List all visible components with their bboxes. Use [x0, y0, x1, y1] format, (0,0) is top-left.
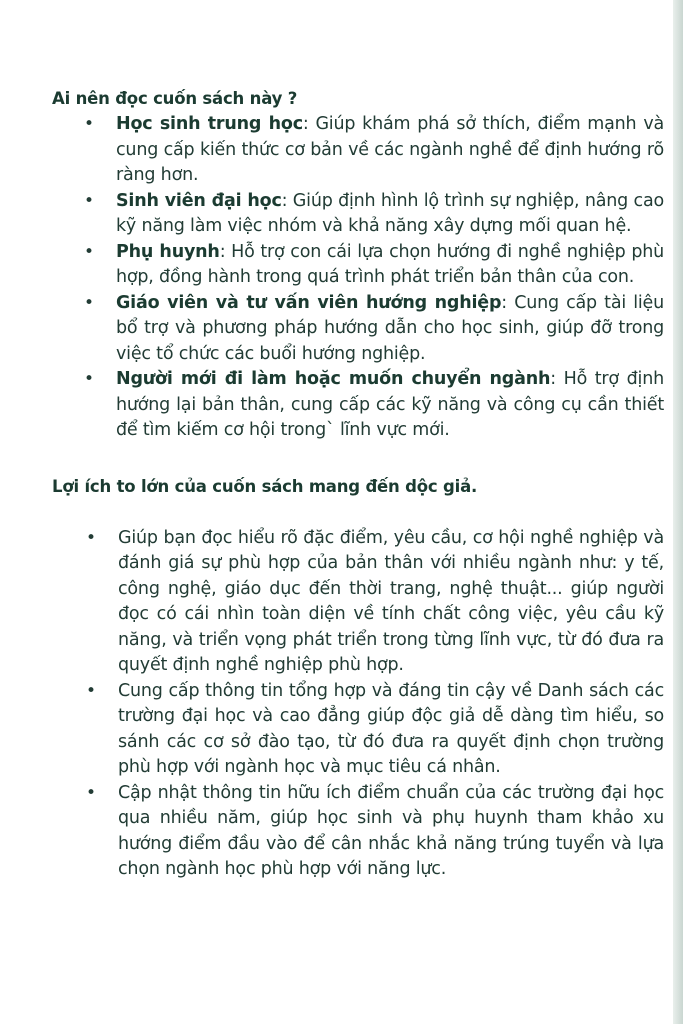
list-item-text: : Giúp khám phá sở thích, điểm mạnh và cung cấp kiến thức cơ bản về các ngành nghề để định hướng rõ ràng hơn.	[116, 114, 664, 185]
list-item	[52, 112, 664, 189]
list-item	[52, 526, 664, 679]
list-item-text: : Giúp định hình lộ trình sự nghiệp, nâng cao kỹ năng làm việc nhóm và khả năng xây dựng mối quan hệ.	[116, 190, 664, 236]
bullet-icon: •	[86, 782, 96, 803]
list-item-term: Giáo viên và tư vấn viên hướng nghiệp	[116, 292, 502, 313]
bullet-icon: •	[86, 527, 96, 548]
bullet-icon: •	[84, 292, 94, 313]
list-item	[52, 291, 664, 368]
audience-list	[52, 112, 664, 444]
list-item-term: Sinh viên đại học	[116, 190, 282, 211]
bullet-icon: •	[84, 241, 94, 262]
book-page	[52, 86, 664, 883]
bullet-icon: •	[84, 114, 94, 134]
list-item-text: : Hỗ trợ con cái lựa chọn hướng đi nghề nghiệp phù hợp, đồng hành trong quá trình phát triển bản thân của con.	[116, 241, 665, 287]
section-title-who-should-read: Ai nên đọc cuốn sách này ?	[52, 89, 298, 108]
list-item	[52, 240, 664, 291]
list-item	[52, 189, 664, 240]
list-item-term: Người mới đi làm hoặc muốn chuyển ngành	[116, 369, 551, 389]
benefits-list	[52, 526, 664, 883]
list-item	[52, 367, 664, 444]
bullet-icon: •	[84, 190, 94, 211]
bullet-icon: •	[86, 680, 96, 701]
list-item-term: Phụ huynh	[116, 241, 220, 262]
page-edge-shadow	[673, 0, 683, 1024]
list-item-text: : Cung cấp tài liệu bổ trợ và phương pháp hướng dẫn cho học sinh, giúp đỡ trong việc tổ chức các buổi hướng nghiệp.	[116, 292, 665, 364]
list-item-text: : Hỗ trợ định hướng lại bản thân, cung cấp các kỹ năng và công cụ cần thiết để tìm kiếm cơ hội trong` lĩnh vực mới.	[116, 369, 664, 440]
list-item-text: Cập nhật thông tin hữu ích điểm chuẩn của các trường đại học qua nhiều năm, giúp học sinh và phụ huynh tham khảo xu hướng điểm đầu vào để cân nhắc khả năng trúng tuyển và lựa chọn ngành học phù hợp với năng lực.	[118, 782, 664, 879]
list-item	[52, 679, 664, 781]
bullet-icon: •	[84, 369, 94, 389]
list-item-text: Cung cấp thông tin tổng hợp và đáng tin cậy về Danh sách các trường đại học và cao đẳng giúp độc giả dễ dàng tìm hiểu, so sánh các cơ sở đào tạo, từ đó đưa ra quyết định chọn trường phù hợp với ngành học và mục tiêu cá nhân.	[118, 680, 664, 777]
list-item	[52, 781, 664, 883]
list-item-term: Học sinh trung học	[116, 114, 303, 134]
list-item-text: Giúp bạn đọc hiểu rõ đặc điểm, yêu cầu, cơ hội nghề nghiệp và đánh giá sự phù hợp của bản thân với nhiều ngành như: y tế, công nghệ, giáo dục đến thời trang, nghệ thuật... giúp người đọc có cái nhìn toàn diện về tính chất công việc, yêu cầu kỹ năng, và triển vọng phát triển trong từng lĩnh vực, từ đó đưa ra quyết định nghề nghiệp phù hợp.	[118, 527, 664, 675]
section-title-benefits: Lợi ích to lớn của cuốn sách mang đến dộc giả.	[52, 476, 478, 496]
